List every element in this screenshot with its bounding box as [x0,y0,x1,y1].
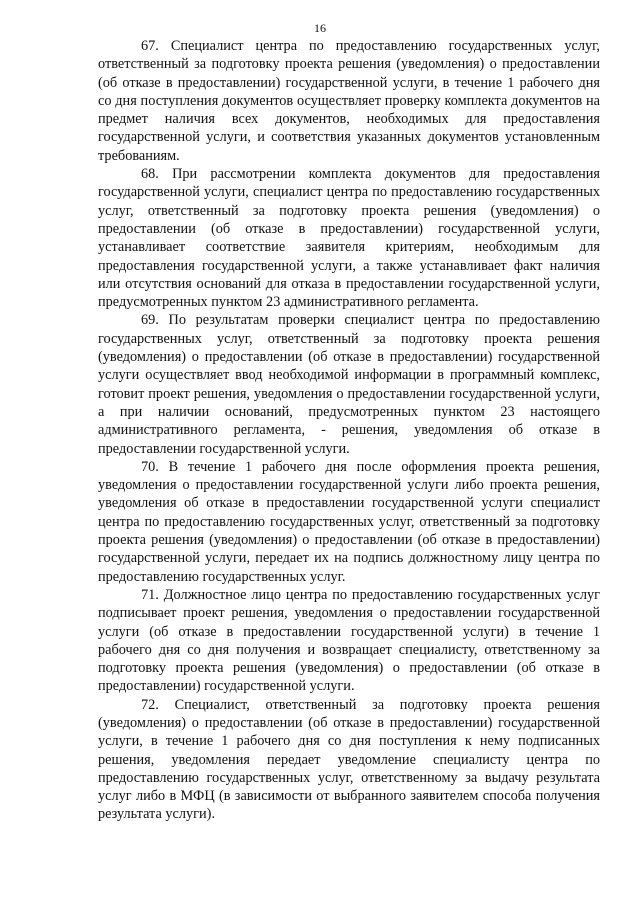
paragraph-72: 72. Специалист, ответственный за подготовку проекта решения (уведомления) о предоставлении (об отказе в предоставлении) государственной услуги, в течение 1 рабочего дня со дня поступления к нему подписанных решения, уведомления передает уведомление специалисту центра по предоставлению государственных услуг, ответственному за выдачу результата услуг либо в МФЦ (в зависимости от выбранного заявителем способа получения результата услуги). [98,696,600,823]
paragraph-69: 69. По результатам проверки специалист центра по предоставлению государственных услуг, ответственный за подготовку проекта решения (уведомления) о предоставлении (об отказе в предоставлении) государственной услуги осуществляет ввод необходимой информации в программный комплекс, готовит проект решения, уведомления о предоставлении государственной услуги, а при наличии оснований, предусмотренных пунктом 23 настоящего административного регламента, - решения, уведомления об отказе в предоставлении государственной услуги. [98,312,600,457]
paragraph-71: 71. Должностное лицо центра по предоставлению государственных услуг подписывает проект решения, уведомления о предоставлении государственной услуги (об отказе в предоставлении государственной услуги) в течение 1 рабочего дня со дня получения и возвращает специалисту, ответственному за подготовку проекта решения (уведомления) о предоставлении (об отказе в предоставлении) государственной услуги. [98,586,600,695]
paragraph-68: 68. При рассмотрении комплекта документов для предоставления государственной услуги, специалист центра по предоставлению государственных услуг, ответственный за подготовку проекта решения (уведомления) о предоставлении (об отказе в предоставлении) государственной услуги, устанавливает соответствие заявителя критериям, необходимым для предоставления государственной услуги, а также устанавливает факт наличия или отсутствия оснований для отказа в предоставлении государственной услуги, предусмотренных пунктом 23 административного регламента. [98,166,600,311]
paragraph-67: 67. Специалист центра по предоставлению государственных услуг, ответственный за подготовку проекта решения (уведомления) о предоставлении (об отказе в предоставлении) государственной услуги, в течение 1 рабочего дня со дня поступления документов осуществляет проверку комплекта документов на предмет наличия всех документов, необходимых для предоставления государственной услуги, и соответствия указанных документов установленным требованиям. [98,38,600,164]
paragraph-70: 70. В течение 1 рабочего дня после оформления проекта решения, уведомления о предоставлении государственной услуги либо проекта решения, уведомления об отказе в предоставлении государственной услуги специалист центра по предоставлению государственных услуг, ответственный за подготовку проекта решения (уведомления) о предоставлении (об отказе в предоставлении) государственной услуги, передает их на подпись должностному лицу центра по предоставлению государственных услуг. [98,458,600,585]
page-number: 16 [314,21,326,35]
document-body [98,37,600,824]
